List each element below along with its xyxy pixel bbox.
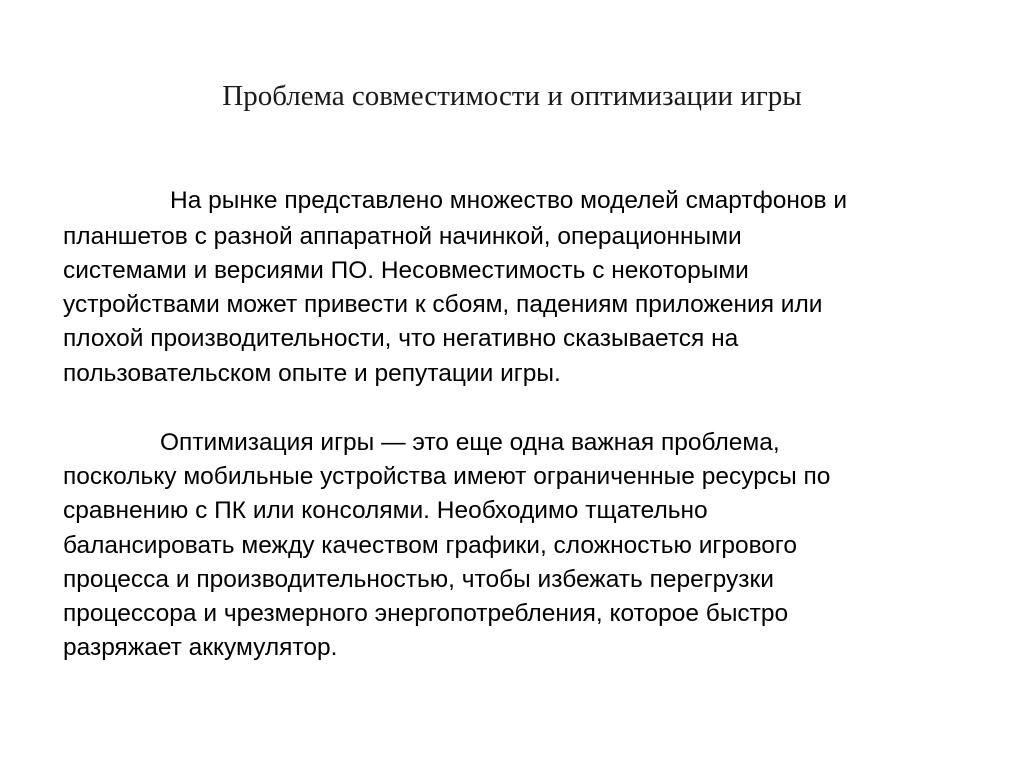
paragraph-1-line: пользовательском опыте и репутации игры. (63, 360, 561, 387)
paragraph-1-line: На рынке представлено множество моделей смартфонов и (170, 187, 848, 214)
paragraph-2-line: сравнению с ПК или консолями. Необходимо тщательно (63, 497, 708, 524)
paragraph-2-line: балансировать между качеством графики, сложностью игрового (63, 532, 797, 559)
paragraph-2-line: разряжает аккумулятор. (63, 634, 338, 661)
paragraph-2-line: процесса и производительностью, чтобы избежать перегрузки (63, 566, 774, 593)
paragraph-2-line: процессора и чрезмерного энергопотребления, которое быстро (63, 600, 789, 627)
paragraph-1-line: плохой производительности, что негативно сказывается на (63, 325, 739, 352)
slide-title: Проблема совместимости и оптимизации игры (222, 80, 802, 112)
paragraph-1-line: устройствами может привести к сбоям, падениям приложения или (63, 291, 823, 318)
paragraph-1-line: системами и версиями ПО. Несовместимость с некоторыми (63, 257, 749, 284)
paragraph-2-line: поскольку мобильные устройства имеют ограниченные ресурсы по (63, 463, 831, 490)
paragraph-2-line: Оптимизация игры — это еще одна важная проблема, (160, 429, 780, 456)
paragraph-1-line: планшетов с разной аппаратной начинкой, операционными (63, 223, 742, 250)
